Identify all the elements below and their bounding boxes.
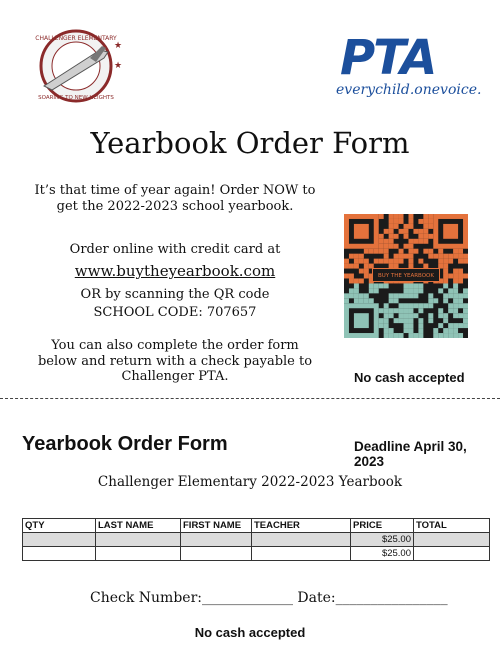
first-name-cell[interactable] bbox=[181, 547, 252, 561]
column-header-price: PRICE bbox=[351, 519, 414, 533]
deadline-text: Deadline April 30, 2023 bbox=[354, 439, 467, 469]
qty-cell[interactable] bbox=[23, 533, 96, 547]
teacher-cell[interactable] bbox=[252, 533, 351, 547]
qr-instruction-text: OR by scanning the QR code bbox=[80, 287, 270, 302]
pta-logo-word: PTA bbox=[340, 30, 436, 86]
cut-line-divider bbox=[0, 398, 500, 399]
column-header-teacher: TEACHER bbox=[252, 519, 351, 533]
column-header-qty: QTY bbox=[23, 519, 96, 533]
star-icon: ★ bbox=[114, 41, 123, 51]
teacher-cell[interactable] bbox=[252, 547, 351, 561]
check-instruction-text: You can also complete the order form below and return with a check payable to Challenger PTA. bbox=[37, 338, 313, 384]
last-name-cell[interactable] bbox=[96, 533, 181, 547]
price-cell: $25.00 bbox=[351, 547, 414, 561]
order-table bbox=[22, 518, 490, 561]
first-name-cell[interactable] bbox=[181, 533, 252, 547]
pta-logo bbox=[330, 30, 490, 102]
last-name-cell[interactable] bbox=[96, 547, 181, 561]
school-logo-bottom-text: SOARING TO NEW HEIGHTS bbox=[38, 95, 114, 101]
school-logo bbox=[30, 28, 126, 104]
total-cell[interactable] bbox=[414, 533, 490, 547]
check-number-date-line[interactable]: Check Number:_____________ Date:________________ bbox=[90, 590, 448, 606]
qr-label: BUY THE YEARBOOK bbox=[372, 268, 440, 282]
page-title: Yearbook Order Form bbox=[90, 126, 410, 160]
form-heading: Yearbook Order Form bbox=[22, 433, 228, 455]
qty-cell[interactable] bbox=[23, 547, 96, 561]
price-cell: $25.00 bbox=[351, 533, 414, 547]
school-logo-top-text: CHALLENGER ELEMENTARY bbox=[35, 35, 117, 42]
column-header-last-name: LAST NAME bbox=[96, 519, 181, 533]
school-code: SCHOOL CODE: 707657 bbox=[93, 305, 257, 320]
table-header-row bbox=[23, 519, 490, 533]
website-link[interactable]: www.buytheyearbook.com bbox=[74, 262, 276, 280]
qr-code[interactable] bbox=[344, 214, 468, 338]
total-cell[interactable] bbox=[414, 547, 490, 561]
order-online-text: Order online with credit card at bbox=[69, 242, 281, 257]
no-cash-notice: No cash accepted bbox=[354, 370, 465, 385]
column-header-first-name: FIRST NAME bbox=[181, 519, 252, 533]
form-subtitle: Challenger Elementary 2022-2023 Yearbook bbox=[97, 474, 403, 490]
column-header-total: TOTAL bbox=[414, 519, 490, 533]
no-cash-notice-bottom: No cash accepted bbox=[194, 625, 306, 640]
intro-text: It’s that time of year again! Order NOW to get the 2022-2023 school yearbook. bbox=[34, 183, 316, 214]
table-row bbox=[23, 547, 490, 561]
star-icon: ★ bbox=[114, 61, 123, 71]
pta-logo-tagline: everychild.onevoice. bbox=[336, 82, 482, 98]
table-row bbox=[23, 533, 490, 547]
